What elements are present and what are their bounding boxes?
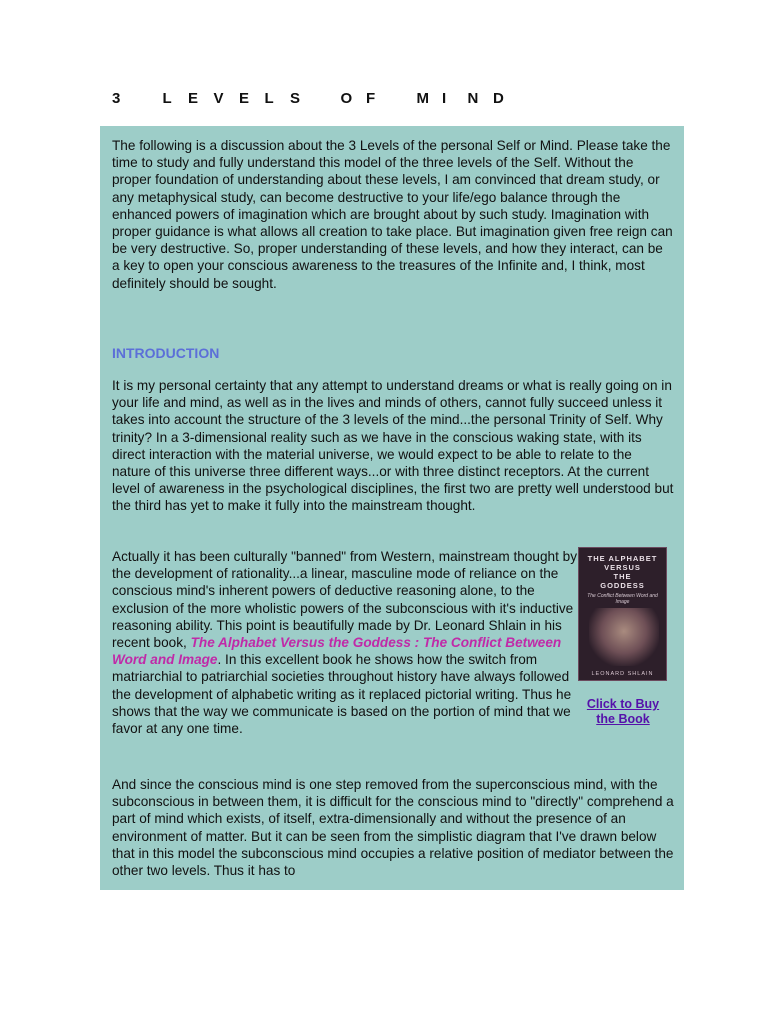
book-cover-title-line: VERSUS	[604, 563, 641, 572]
book-cover-title-line: THE ALPHABET	[587, 554, 658, 563]
book-cover-artwork	[589, 608, 659, 666]
paragraph-banned-text-1: Actually it has been culturally "banned" from Western, mainstream thought by the development of rationality...a linear, masculine mode of reliance on the conscious mind's inherent powers of deductive reasoning alone, to the exclusion of the more wholistic powers of the subconscious with it's inductive reasoning ability. This point is beautifully made by Dr. Leonard Shlain in his recent book,	[112, 549, 578, 651]
paragraph-trinity: It is my personal certainty that any attempt to understand dreams or what is really going on in your life and mind, as well as in the lives and minds of others, cannot fully succeed unless it takes into account the structure of the 3 levels of the mind...the personal Trinity of Self. Why trinity? In a 3-dimensional reality such as we have in the conscious waking state, with its direct interaction with the material universe, we would expect to be able to relate to the nature of this universe three different ways...or with three distinct receptors. At the current level of awareness in the psychological disciplines, the first two are pretty well understood but the third has yet to make it fully into the mainstream thought.	[112, 378, 674, 514]
book-cover-image[interactable]	[578, 547, 667, 681]
paragraph-banned-text-2: . In this excellent book he shows how the switch from matriarchial to patriarchial societies throughout history have always followed the development of alphabetic writing as it replaced pictorial writing. Thus he shows that the way we communicate is based on the portion of mind that we favor at any one time.	[112, 652, 572, 737]
paragraph-conscious-mind: And since the conscious mind is one step removed from the superconscious mind, with the subconscious in between them, it is difficult for the conscious mind to "directly" comprehend a part of mind which exists, of itself, extra-dimensionally and without the presence of an environment of matter. But it can be seen from the simplistic diagram that I've drawn below that in this model the subconscious mind occupies a relative position of mediator between the other two levels. Thus it has to	[112, 777, 674, 879]
paragraph-banned	[112, 548, 578, 737]
book-cover-title	[583, 554, 662, 590]
content-panel	[100, 126, 684, 890]
buy-link-line-1[interactable]: Click to Buy	[586, 697, 660, 711]
book-cover-title-line: THE	[613, 572, 632, 581]
book-title-text: The Alphabet Versus the Goddess : The Conflict Between Word and Image	[112, 635, 562, 668]
buy-link-line-2[interactable]: the Book	[596, 712, 650, 726]
book-cover-title-line: GODDESS	[600, 581, 645, 590]
buy-book-link[interactable]	[580, 697, 666, 727]
intro-paragraph: The following is a discussion about the 3 Levels of the personal Self or Mind. Please take the time to study and fully understand this model of the three levels of the Self. Without the proper foundation of understanding about these levels, I am convinced that dream study, or any metaphysical study, can become destructive to your life/ego balance through the enhanced powers of imagination which are brought about by such study. Imagination with proper guidance is what allows all creation to take place. But imagination given free reign can be very destructive. So, proper understanding of these levels, and how they interact, can be a key to open your conscious awareness to the treasures of the Infinite and, I think, most definitely should be sought.	[112, 138, 673, 291]
book-cover-subtitle: The Conflict Between Word and Image	[587, 593, 658, 605]
book-cover-author: LEONARD SHLAIN	[591, 671, 654, 677]
page-title: 3 L E V E L S O F M I N D	[112, 90, 504, 107]
section-heading-introduction: INTRODUCTION	[112, 345, 220, 361]
